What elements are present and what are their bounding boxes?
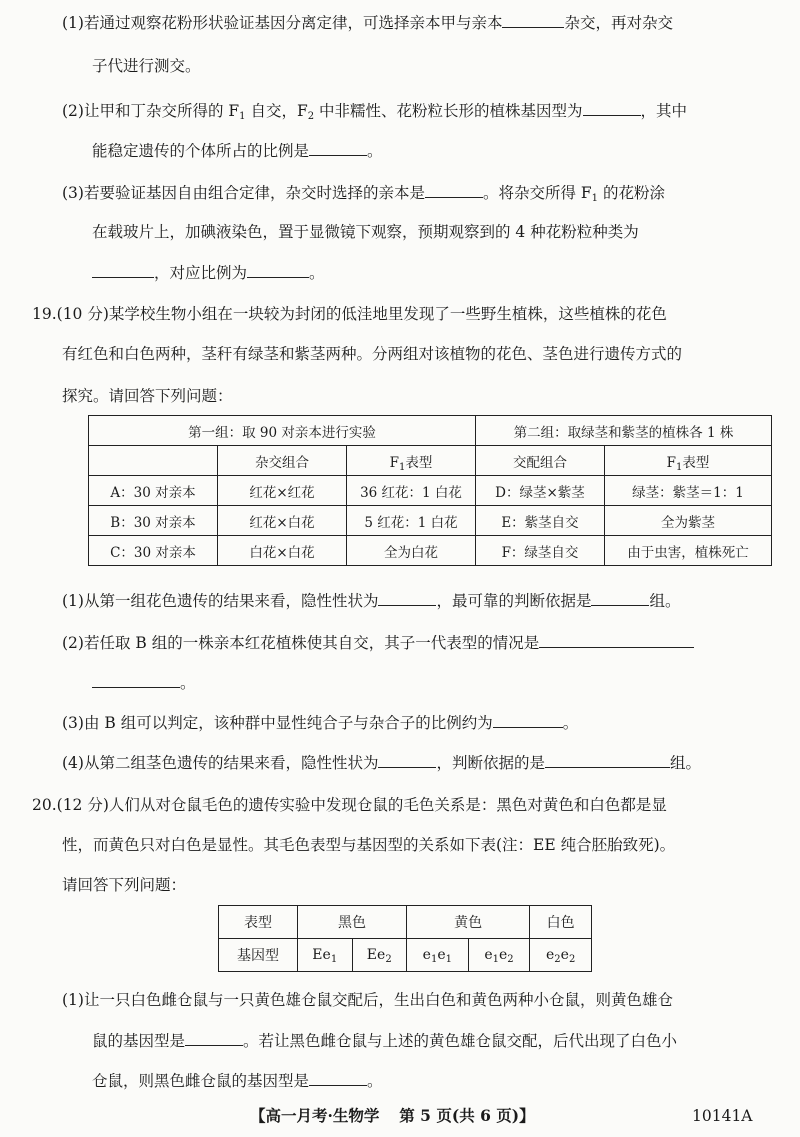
q19-intro-line1: 19.(10 分)某学校生物小组在一块较为封闭的低洼地里发现了一些野生植株，这些植株的花色 (32, 305, 667, 323)
q20-intro-line2: 性，而黄色只对白色是显性。其毛色表型与基因型的关系如下表(注：EE 纯合胚胎致死)。 (62, 836, 676, 854)
answer-blank (583, 100, 641, 116)
q18-part1-text: (1)若通过观察花粉形状验证基因分离定律，可选择亲本甲与亲本 (62, 14, 503, 32)
table-row: A：30 对亲本 红花×红花 36 红花：1 白花 D：绿茎×紫茎 绿茎：紫茎＝1：1 (89, 476, 772, 506)
phenotype-yellow: 黄色 (407, 906, 530, 939)
q19-sub4: (4)从第二组茎色遗传的结果来看，隐性性状为 ，判断依据的是 组。 (62, 754, 701, 772)
q20-sub1-line3: 仓鼠，则黑色雌仓鼠的基因型是 。 (92, 1072, 383, 1090)
q18-part3-line2: 在载玻片上，加碘液染色，置于显微镜下观察，预期观察到的 4 种花粉粒种类为 (92, 223, 639, 241)
answer-blank (493, 712, 563, 728)
group2-title: 第二组：取绿茎和紫茎的植株各 1 株 (476, 416, 772, 446)
answer-blank (591, 590, 649, 606)
q19-sub2-line2: 。 (92, 672, 196, 693)
q18-part3-line1: (3)若要验证基因自由组合定律，杂交时选择的亲本是 。将杂交所得 $F_1$ 的花粉涂 (62, 184, 665, 204)
genotype-Ee1: $Ee_1$ (298, 939, 353, 972)
q20-sub1-line1: (1)让一只白色雌仓鼠与一只黄色雄仓鼠交配后，生出白色和黄色两种小仓鼠，则黄色雄仓 (62, 991, 673, 1009)
genotype-e2e2: $e_2e_2$ (530, 939, 592, 972)
answer-blank (425, 182, 483, 198)
table-row: B：30 对亲本 红花×白花 5 红花：1 白花 E：紫茎自交 全为紫茎 (89, 506, 772, 536)
q19-sub1: (1)从第一组花色遗传的结果来看，隐性性状为 ，最可靠的判断依据是 组。 (62, 592, 681, 610)
q20-sub1-line2: 鼠的基因型是 。若让黑色雌仓鼠与上述的黄色雄仓鼠交配，后代出现了白色小 (92, 1032, 678, 1050)
phenotype-white: 白色 (530, 906, 592, 939)
q18-part2-line2: 能稳定遗传的个体所占的比例是 。 (92, 142, 383, 160)
header-mating: 交配组合 (476, 446, 605, 476)
header-f1-b: $F_1$表型 (605, 446, 772, 476)
q19-intro-line2: 有红色和白色两种，茎秆有绿茎和紫茎两种。分两组对该植物的花色、茎色进行遗传方式的 (62, 345, 683, 363)
q20-genotype-table (218, 905, 592, 972)
page-footer (250, 1106, 535, 1126)
footer-code: 10141A (692, 1107, 753, 1125)
q18-part3-line3: ，对应比例为 。 (92, 262, 325, 283)
footer-title: 【高一月考·生物学 (250, 1106, 380, 1125)
q18-part1-text-b: 杂交，再对杂交 (564, 14, 673, 32)
header-phenotype: 表型 (219, 906, 298, 939)
answer-blank (185, 1030, 243, 1046)
answer-blank (309, 1070, 367, 1086)
header-genotype: 基因型 (219, 939, 298, 972)
genotype-Ee2: $Ee_2$ (352, 939, 407, 972)
q18-part1-line1 (62, 12, 673, 33)
q19-results-table (88, 415, 772, 566)
footer-page-number: 第 5 页(共 6 页)】 (399, 1106, 535, 1125)
q19-sub3: (3)由 B 组可以判定，该种群中显性纯合子与杂合子的比例约为 。 (62, 714, 579, 732)
q19-sub2-line1: (2)若任取 B 组的一株亲本红花植株使其自交，其子一代表型的情况是 (62, 632, 694, 653)
q18-part2-line1: (2)让甲和丁杂交所得的 $F_1$ 自交，$F_2$ 中非糯性、花粉粒长形的植株基因型为 ，其中 (62, 102, 688, 122)
answer-blank (247, 262, 309, 278)
answer-blank (545, 752, 670, 768)
group1-title: 第一组：取 90 对亲本进行实验 (89, 416, 476, 446)
header-cross: 杂交组合 (218, 446, 347, 476)
q20-intro-line3: 请回答下列问题： (62, 876, 187, 894)
genotype-e1e2: $e_1e_2$ (468, 939, 530, 972)
phenotype-black: 黑色 (298, 906, 407, 939)
answer-blank (309, 140, 367, 156)
table-row: C：30 对亲本 白花×白花 全为白花 F：绿茎自交 由于虫害，植株死亡 (89, 536, 772, 566)
answer-blank (502, 12, 564, 28)
q18-part1-line2: 子代进行测交。 (92, 57, 201, 75)
header-f1: $F_1$表型 (347, 446, 476, 476)
answer-blank (539, 632, 694, 648)
answer-blank (92, 672, 180, 688)
answer-blank (92, 262, 154, 278)
answer-blank (378, 752, 436, 768)
genotype-e1e1: $e_1e_1$ (407, 939, 469, 972)
answer-blank (378, 590, 436, 606)
q19-intro-line3: 探究。请回答下列问题： (62, 387, 233, 405)
q20-intro-line1: 20.(12 分)人们从对仓鼠毛色的遗传实验中发现仓鼠的毛色关系是：黑色对黄色和白色都是显 (32, 796, 667, 814)
